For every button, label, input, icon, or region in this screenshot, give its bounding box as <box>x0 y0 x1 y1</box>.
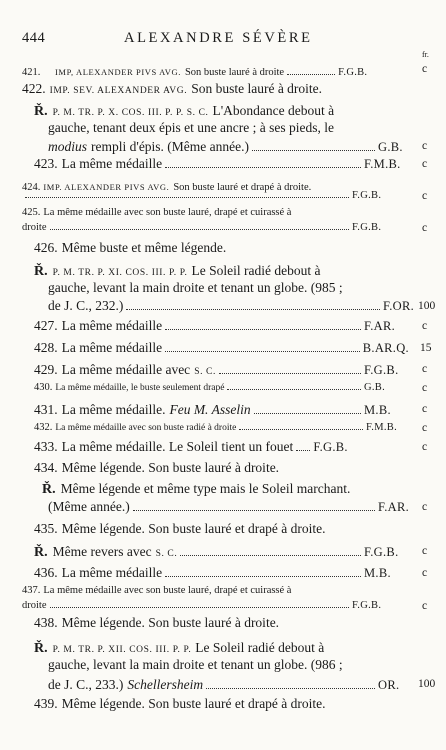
reference: F.G.B. <box>352 190 382 201</box>
page-number: 444 <box>22 30 46 46</box>
entry-422-reverse-line2: gauche, tenant deux épis et une ancre ; à ses pieds, le <box>48 120 335 135</box>
rarity: c <box>422 600 428 612</box>
reference: G.B. <box>378 140 403 154</box>
reference: B.AR.Q. <box>362 341 409 355</box>
entry-434-reverse-line1: Ř. Même légende et même type mais le Soleil marchant. <box>42 481 351 497</box>
rarity: c <box>422 403 428 415</box>
rarity: c <box>422 140 428 152</box>
rarity: 100 <box>418 678 436 690</box>
rarity: c <box>422 567 428 579</box>
entry-437: 437. La même médaille avec son buste lauré, drapé et cuirassé à <box>22 585 292 596</box>
reference: F.OR. <box>383 299 415 313</box>
entry-438-reverse-line3: de J. C., 233.) Schellersheim OR. <box>0 676 418 694</box>
entry-434: 434. Même légende. Son buste lauré à droite. <box>34 460 280 475</box>
rarity: c <box>422 63 428 75</box>
entry-426-reverse-line3: de J. C., 232.) F.OR. <box>0 298 423 314</box>
entry-422-reverse-line3: modius rempli d'épis. (Même année.) G.B. <box>0 138 418 156</box>
rarity: c <box>422 190 428 202</box>
entry-438-reverse-line2: gauche, levant la main droite et tenant un globe. (986 ; <box>48 657 343 672</box>
reference: F.M.B. <box>364 157 401 171</box>
entry-425-line2: droite F.G.B. <box>0 222 392 233</box>
collection-name: Feu M. Asselin <box>169 402 251 417</box>
entry-433: 433. La même médaille. Le Soleil tient un fouet F.G.B. <box>0 439 406 455</box>
entry-439: 439. Même légende. Son buste lauré et drapé à droite. <box>34 696 326 711</box>
reference: F.M.B. <box>366 422 398 433</box>
entry-422-reverse-line1: Ř. P. M. TR. P. X. COS. III. P. P. S. C. L'Abondance debout à <box>34 103 335 119</box>
rarity: c <box>422 501 428 513</box>
entry-427: 427. La même médaille F.AR. <box>0 318 404 334</box>
entry-438-reverse-line1: Ř. P. M. TR. P. XII. COS. III. P. P. Le Soleil radié debout à <box>34 640 325 656</box>
rarity: c <box>422 441 428 453</box>
legend: IMP, ALEXANDER PIVS AVG. <box>55 67 181 77</box>
entry-426-reverse-line2: gauche, levant la main droite et tenant un globe. (985 ; <box>48 280 343 295</box>
page-title: ALEXANDRE SÉVÈRE <box>124 30 313 46</box>
entry-421: 421. IMP, ALEXANDER PIVS AVG. Son buste lauré à droite F.G.B. <box>0 62 446 80</box>
entry-429: 429. La même médaille avec S. C. F.G.B. <box>0 361 404 379</box>
rarity: 100 <box>418 300 436 312</box>
entry-437-line2: droite F.G.B. <box>0 600 392 611</box>
rarity: c <box>422 422 428 434</box>
reference: F.AR. <box>378 500 410 514</box>
entry-431: 431. La même médaille. Feu M. Asselin M.B. <box>0 401 404 419</box>
rarity: c <box>422 222 428 234</box>
reference: F.G.B. <box>313 440 348 454</box>
collection-name: Schellersheim <box>127 677 204 692</box>
entry-424: 424. IMP. ALEXANDER PIVS AVG. Son buste lauré et drapé à droite. <box>22 182 312 193</box>
legend: IMP. SEV. ALEXANDER AVG. <box>49 86 188 96</box>
reference: OR. <box>378 678 400 692</box>
entry-436: 436. La même médaille M.B. <box>0 565 404 581</box>
entry-424-line2 <box>0 190 392 201</box>
reference: F.G.B. <box>338 67 368 78</box>
rarity: c <box>422 545 428 557</box>
entry-426-reverse-line1: Ř. P. M. TR. P. XI. COS. III. P. P. Le Soleil radié debout à <box>34 263 321 279</box>
entry-425: 425. La même médaille avec son buste lauré, drapé et cuirassé à <box>22 207 292 218</box>
rarity: c <box>422 158 428 170</box>
entry-435: 435. Même légende. Son buste lauré et drapé à droite. <box>34 521 326 536</box>
rarity: c <box>422 363 428 375</box>
entry-423: 423. La même médaille F.M.B. <box>0 156 404 172</box>
entry-432: 432. La même médaille avec son buste radié à droite F.M.B. <box>0 422 406 433</box>
rarity: 15 <box>420 342 432 354</box>
reference: F.G.B. <box>352 222 382 233</box>
rarity: c <box>422 320 428 332</box>
entry-430: 430. La même médaille, le buste seulement drapé G.B. <box>0 382 404 393</box>
reference: G.B. <box>364 382 386 393</box>
reference: F.G.B. <box>364 363 399 377</box>
rarity: c <box>422 382 428 394</box>
legend: IMP. ALEXANDER PIVS AVG. <box>43 182 170 192</box>
description: Son buste lauré à droite <box>184 67 285 78</box>
entry-426: 426. Même buste et même légende. <box>34 240 227 255</box>
entry-438: 438. Même légende. Son buste lauré à droite. <box>34 615 280 630</box>
reference: M.B. <box>364 403 391 417</box>
entry-434-reverse-line2: (Même année.) F.AR. <box>0 499 418 515</box>
reference: F.G.B. <box>352 600 382 611</box>
entry-428: 428. La même médaille B.AR.Q. <box>34 340 409 355</box>
description: Son buste lauré à droite. <box>191 81 323 96</box>
reference: F.AR. <box>364 319 396 333</box>
reference: F.G.B. <box>364 545 399 559</box>
reference: M.B. <box>364 566 391 580</box>
entry-435-reverse: Ř. Même revers avec S. C. F.G.B. <box>0 543 404 561</box>
column-header-fr: fr. <box>422 50 429 59</box>
entry-422: 422. IMP. SEV. ALEXANDER AVG. Son buste lauré à droite. <box>22 81 323 96</box>
